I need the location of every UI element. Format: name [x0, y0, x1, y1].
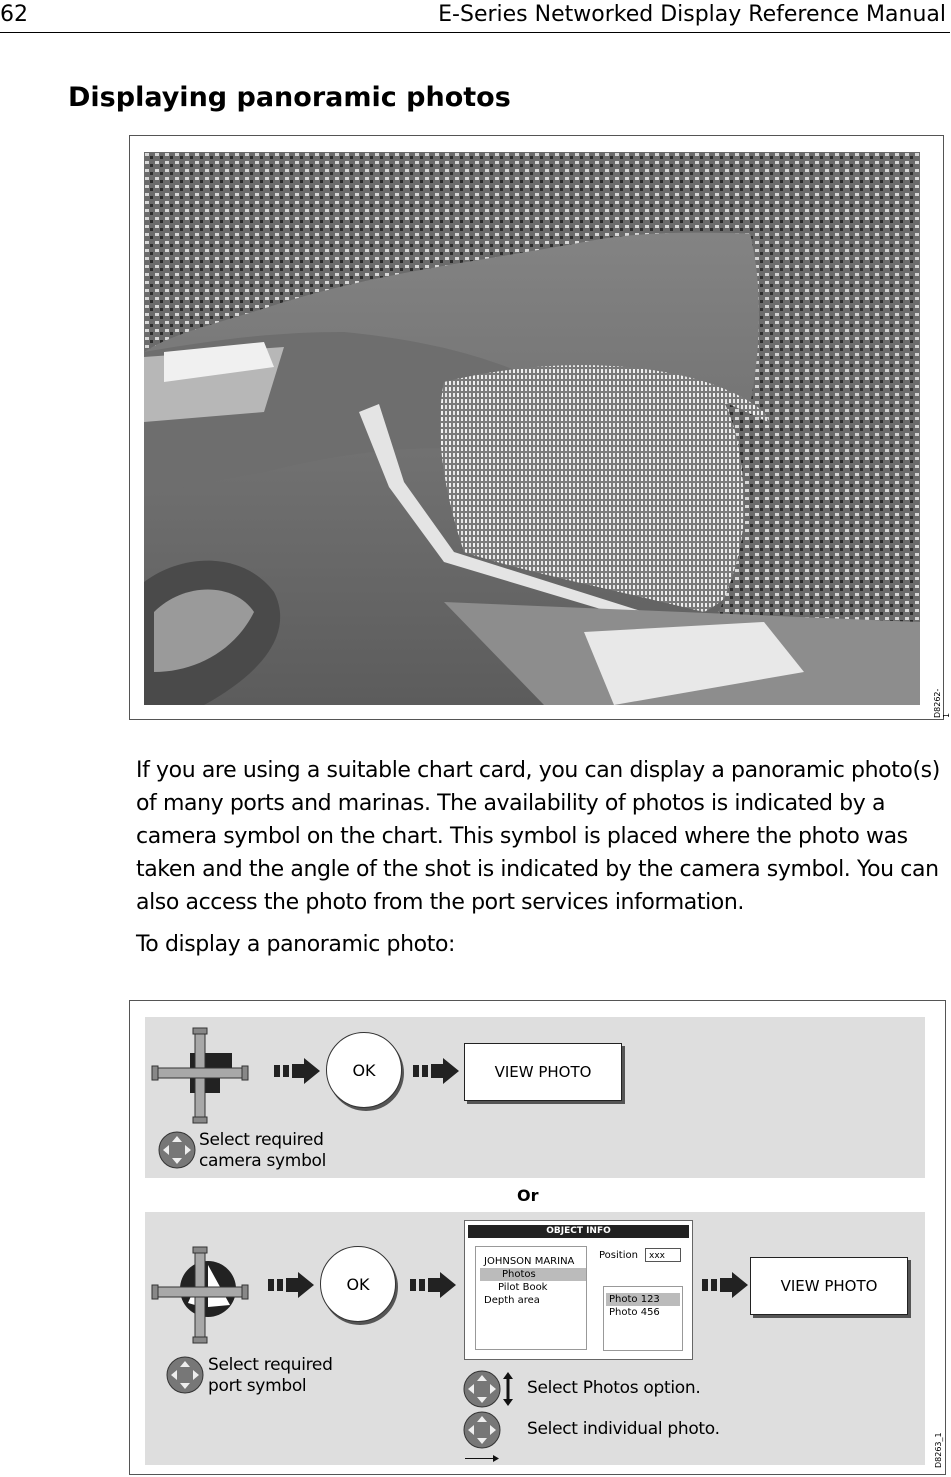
marina-aerial-photo [144, 152, 920, 705]
camera-symbol-cursor-icon [150, 1028, 250, 1123]
photo-figure-id: D8262-1 [933, 688, 951, 718]
header-rule [0, 32, 950, 33]
trackpad-icon [166, 1356, 204, 1394]
trackpad-up-down-icon [463, 1370, 517, 1408]
list-item[interactable]: Depth area [484, 1295, 540, 1306]
step2-text: Select individual photo. [527, 1419, 720, 1439]
position-value: xxx [645, 1248, 681, 1262]
object-info-list [475, 1246, 587, 1350]
photo-item-selected[interactable]: Photo 123 [606, 1293, 680, 1306]
ok-button[interactable]: OK [326, 1032, 402, 1108]
trackpad-left-right-icon [463, 1411, 501, 1463]
arrow-right-icon [268, 1272, 314, 1298]
list-item-selected[interactable]: Photos [480, 1268, 586, 1281]
port-symbol-cursor-icon [150, 1247, 250, 1343]
photo-list [603, 1286, 683, 1351]
step1-text: Select Photos option. [527, 1378, 701, 1398]
arrow-right-icon [702, 1272, 748, 1298]
list-item[interactable]: JOHNSON MARINA [484, 1256, 575, 1267]
body-paragraph: If you are using a suitable chart card, you can display a panoramic photo(s) of many ports and marinas. The availability of photos is indicated by a camera symbol on the chart. This symbol is placed where the photo was taken and the angle of the shot is indicated by the camera symbol. You can also access the photo from the port services information. [136, 758, 940, 915]
option2-caption: Select required port symbol [208, 1355, 333, 1396]
intro-text: To display a panoramic photo: [136, 932, 456, 957]
list-item[interactable]: Pilot Book [498, 1282, 548, 1293]
arrow-right-icon [274, 1058, 320, 1084]
arrow-right-icon [410, 1272, 456, 1298]
object-info-title: OBJECT INFO [468, 1225, 689, 1238]
or-label: Or [517, 1186, 539, 1205]
option1-caption: Select required camera symbol [199, 1130, 327, 1171]
position-label: Position [599, 1250, 638, 1261]
manual-title: E-Series Networked Display Reference Manual [438, 2, 946, 27]
view-photo-softkey[interactable]: VIEW PHOTO [750, 1257, 908, 1315]
view-photo-softkey[interactable]: VIEW PHOTO [464, 1043, 622, 1101]
object-info-screen [464, 1220, 693, 1360]
trackpad-icon [158, 1131, 196, 1169]
ok-button[interactable]: OK [320, 1246, 396, 1322]
diagram-figure-id: D8263_1 [934, 1432, 943, 1468]
section-title: Displaying panoramic photos [68, 82, 511, 113]
arrow-right-icon [413, 1058, 459, 1084]
photo-item[interactable]: Photo 456 [609, 1307, 660, 1318]
page-number: 62 [0, 2, 28, 27]
